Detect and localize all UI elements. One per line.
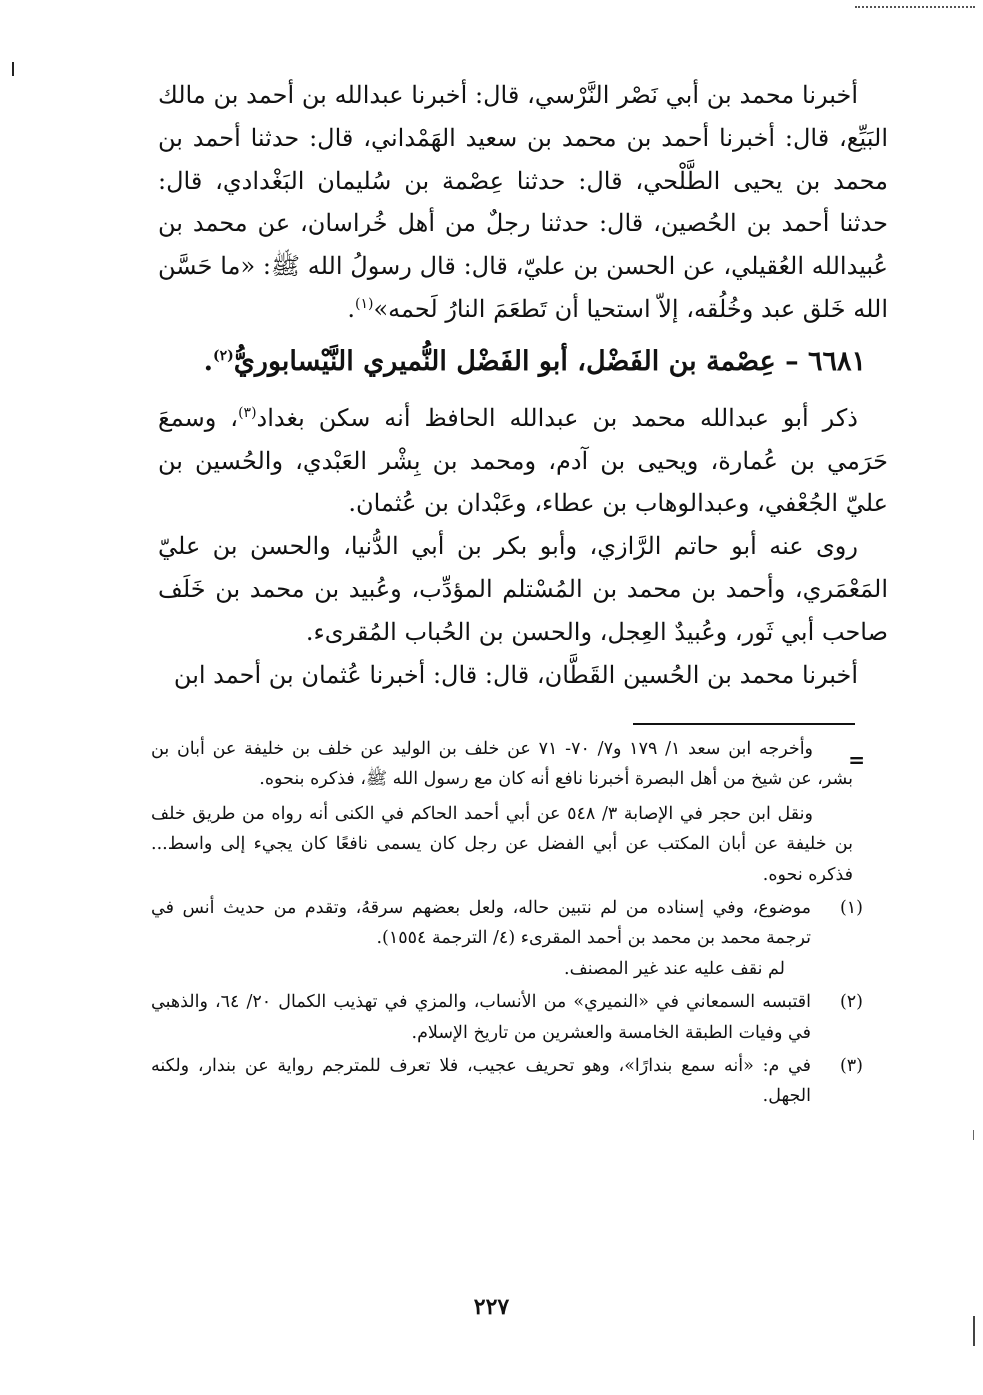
entry-heading: [158, 337, 888, 387]
footnote-2-text: اقتبسه السمعاني في «النميري» من الأنساب، والمزي في تهذيب الكمال ٢٠/ ٦٤، والذهبي في وفيات الطبقة الخامسة والعشرين من تاريخ الإسلام.: [151, 992, 811, 1043]
footnote-3-number: (٣): [839, 1056, 863, 1077]
footnote-3-text: في م: «أنه سمع بندارًا»، وهو تحريف عجيب، فلا تعرف للمترجم رواية عن بندار، ولكنه الجهل.: [151, 1056, 811, 1107]
footnote-1-extra: لم نقف عليه عند غير المصنف.: [564, 958, 785, 979]
left-edge-mark: [12, 62, 14, 76]
paragraph-isnad-text: أخبرنا محمد بن أبي نَصْر النَّرْسي، قال: أخبرنا عبدالله بن أحمد بن مالك البَيِّع، قال: أخبرنا أحمد بن محمد بن سعيد الهَمْداني، قال: حدثنا أحمد بن محمد بن يحيى الطَّلْحي، قال: حدثنا عِصْمة بن سُليمان البَغْدادي، قال: حدثنا أحمد بن الحُصين، قال: حدثنا رجلٌ من أهل خُراسان، عن محمد بن عُبيدالله العُقيلي، عن الحسن بن عليّ، قال: قال رسولُ الله ﷺ: «ما حَسَّن الله خَلق عبد وخُلُقه، إلاّ استحيا أن تَطعَمَ النارُ لَحمه»: [158, 81, 888, 323]
footnote-1-number: (١): [839, 898, 863, 919]
paragraph-narrators-text: روى عنه أبو حاتم الرَّازي، وأبو بكر بن أبي الدُّنيا، والحسن بن عليّ المَعْمَري، وأحمد بن محمد بن المُسْتلم المؤدِّب، وعُبيد بن محمد بن خَلَف صاحب أبي ثَور، وعُبيدٌ العِجل، والحسن بن الحُباب المُقرىء.: [158, 532, 888, 646]
paragraph-biography-text-a: ذكر أبو عبدالله محمد بن عبدالله الحافظ أنه سكن بغداد: [256, 403, 858, 432]
paragraph-isnad: [158, 74, 888, 331]
footnote-ref-3: (٣): [238, 404, 257, 421]
footnote-1: [151, 893, 863, 984]
edge-tick-mark: [973, 1130, 974, 1140]
paragraph-narrators: [158, 525, 888, 653]
footnote-ref-1: (١): [355, 295, 374, 312]
entry-heading-text: ٦٦٨١ – عِصْمة بن الفَضْل، أبو الفَضْل النُّميري النَّيْسابوريُّ: [233, 345, 866, 377]
paragraph-biography: [158, 397, 888, 525]
right-edge-mark: [973, 1316, 975, 1346]
paragraph-end-dot: .: [347, 294, 355, 323]
footnote-separator: [633, 723, 855, 725]
top-edge-mark: [855, 6, 975, 8]
footnote-2: [151, 987, 863, 1048]
footnote-continued-2: ونقل ابن حجر في الإصابة ٣/ ٥٤٨ عن أبي أحمد الحاكم في الكنى أنه رواه من طريق خلف بن خليفة عن أبان المكتب عن أبي الفضل عن رجل كان يسمى نافعًا كان يجيء إلى واسط... فذكره نحوه.: [151, 803, 853, 885]
paragraph-biography-text-b: ، وسمعَ حَرَمي بن عُمارة، ويحيى بن آدم، ومحمد بن بِشْر العَبْدي، والحُسين بن عليّ الجُعْفي، وعبدالوهاب بن عطاء، وعَبْدان بن عُثمان.: [158, 403, 888, 518]
footnote-1-text: موضوع، وفي إسناده من لم نتبين حاله، ولعل بعضهم سرقهُ، وتقدم من حديث أنس في ترجمة محمد بن محمد بن أحمد المقرىء (٤/ الترجمة ١٥٥٤).: [151, 898, 811, 949]
heading-end-dot: .: [203, 345, 214, 377]
footnote-continued-1: وأخرجه ابن سعد ١/ ١٧٩ و٧/ ٧٠- ٧١ عن خلف بن الوليد عن خلف بن خليفة عن أبان بن بشر، عن شيخ من أهل البصرة أخبرنا نافع أنه كان مع رسول الله ﷺ، فذكره بنحوه.: [151, 739, 853, 790]
main-text: [158, 74, 888, 696]
footnote-continuation-mark: =: [848, 748, 865, 772]
paragraph-continuation-text: أخبرنا محمد بن الحُسين القَطَّان، قال: قال: أخبرنا عُثمان بن أحمد ابن: [173, 660, 858, 689]
footnote-2-number: (٢): [839, 992, 863, 1013]
page-number: ٢٢٧: [473, 1294, 510, 1320]
paragraph-continuation: [158, 654, 888, 697]
footnote-ref-2: (٢): [213, 347, 234, 364]
footnotes: [151, 734, 863, 1112]
footnote-3: [151, 1051, 863, 1112]
